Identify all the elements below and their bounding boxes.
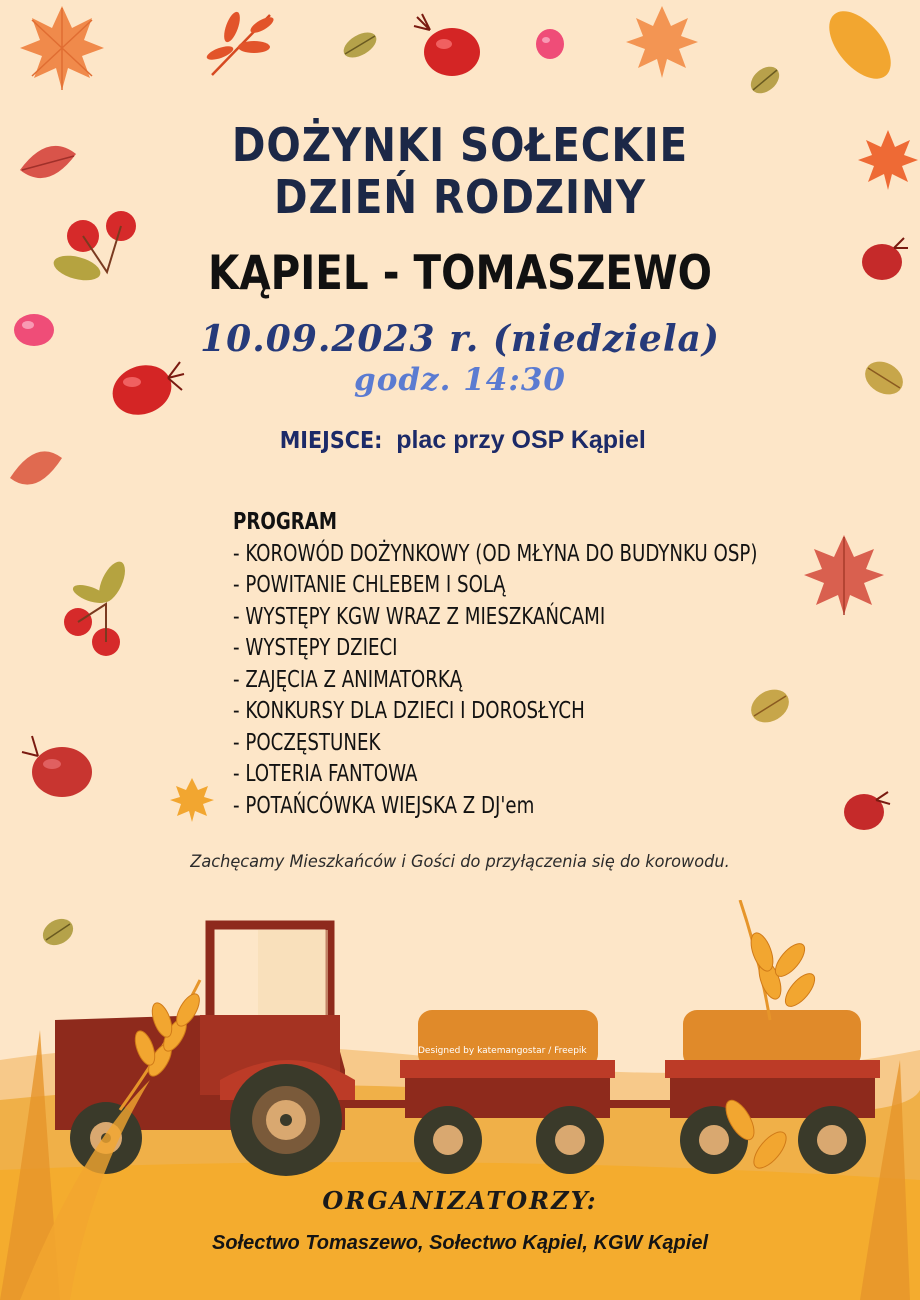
maple-leaf-icon [804,535,884,615]
trailer-wheel [536,1106,604,1174]
program-item: - KOROWÓD DOŻYNKOWY (OD MŁYNA DO BUDYNKU OSP) [233,540,758,567]
organizers-names: Sołectwo Tomaszewo, Sołectwo Kąpiel, KGW Kąpiel [211,1232,708,1254]
program-item: - WYSTĘPY KGW WRAZ Z MIESZKAŃCAMI [233,603,606,630]
program-section [233,507,758,822]
oak-leaf-icon [817,0,902,90]
leaf-icon [339,27,380,62]
trailer-wheel [414,1106,482,1174]
program-item: - POTAŃCÓWKA WIEJSKA Z DJ'em [233,792,535,819]
rosehip-icon [414,14,480,76]
image-credit: Designed by katemangostar / Freepik [418,1046,587,1056]
organizers-label: ORGANIZATORZY: [322,1186,598,1215]
hay-bale [418,1010,598,1068]
program-item: - WYSTĘPY DZIECI [233,635,398,661]
program-list [233,539,758,823]
program-item: - KONKURSY DLA DZIECI I DOROSŁYCH [233,698,585,724]
place-value: plac przy OSP Kąpiel [396,426,646,454]
event-time: godz. 14:30 [354,362,566,398]
program-item: - LOTERIA FANTOWA [233,761,418,787]
place-label: MIEJSCE: [279,428,383,454]
maple-leaf-icon [20,6,104,90]
program-item: - POCZĘSTUNEK [233,729,381,756]
maple-leaf-icon [170,778,214,822]
event-date: 10.09.2023 r. (niedziela) [200,318,720,360]
maple-leaf-icon [626,6,698,78]
program-item: - ZAJĘCIA Z ANIMATORKĄ [233,666,463,693]
trailer-wheel [798,1106,866,1174]
rosehip-icon [862,238,908,280]
invitation-text: Zachęcamy Mieszkańców i Gości do przyłączenia się do korowodu. [190,852,730,872]
leaf-icon [746,61,785,98]
hay-bale [683,1010,861,1068]
event-title-line1: DOŻYNKI SOŁECKIE [231,118,689,172]
berry-icon [536,29,564,59]
leaf-branch-icon [205,10,276,75]
fern-leaf-icon [10,451,62,484]
program-item: - POWITANIE CHLEBEM I SOLĄ [233,572,506,598]
rosehip-icon [22,736,92,797]
tractor-rear-wheel [230,1064,342,1176]
maple-leaf-icon [858,130,918,190]
berries-cluster-icon [64,558,130,656]
event-title-line2: DZIEŃ RODZINY [274,170,646,224]
event-place [0,426,920,455]
location-heading: KĄPIEL - TOMASZEWO [208,246,712,301]
rosehip-icon [844,792,890,830]
program-heading: PROGRAM [233,509,338,535]
